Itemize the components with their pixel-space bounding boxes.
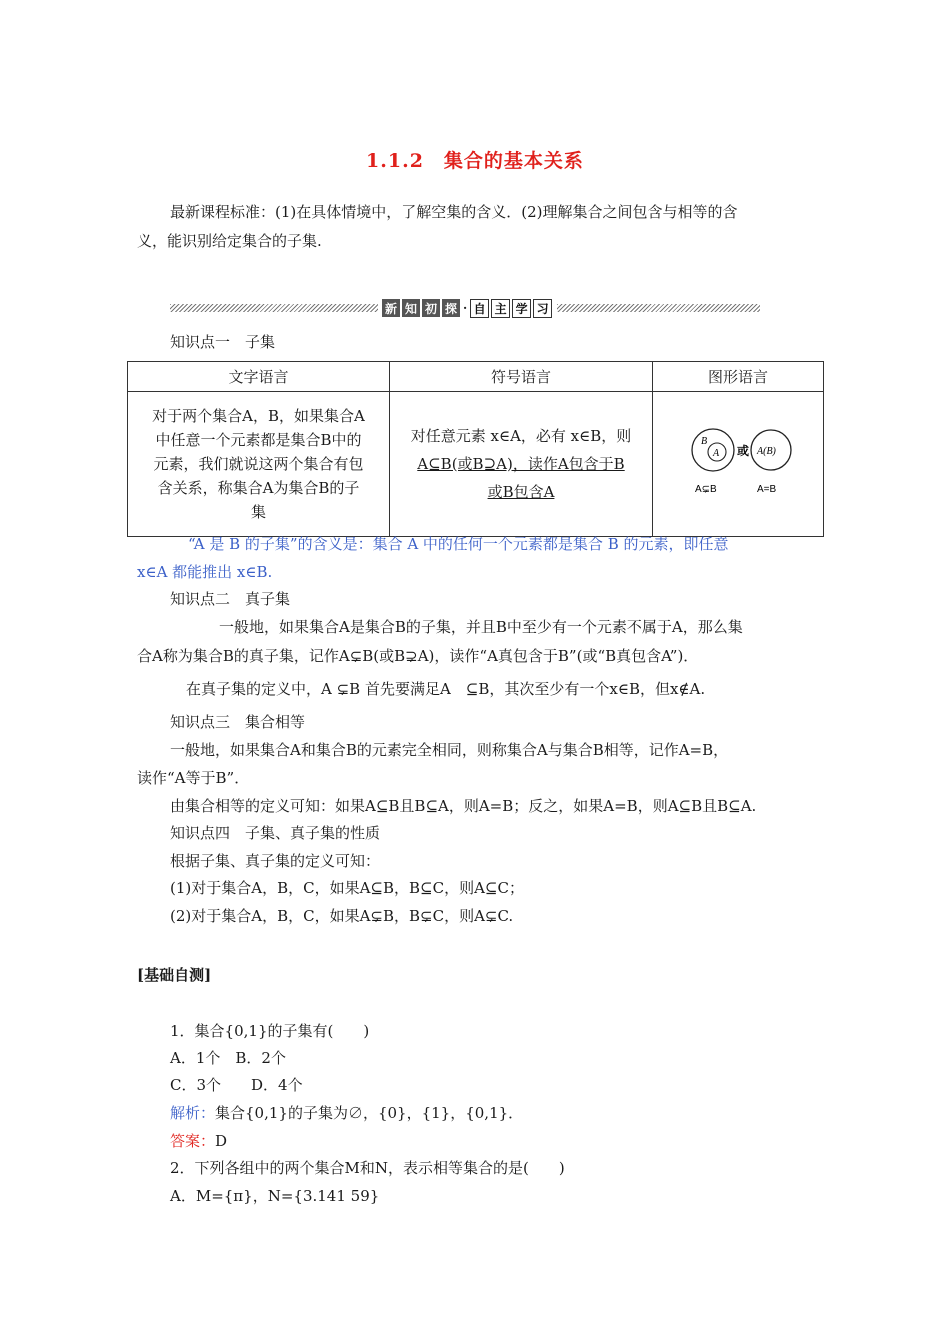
banner-char: 自 [470, 299, 489, 318]
banner-char: 知 [402, 299, 420, 317]
proper-subset-line-1: 一般地，如果集合A是集合B的子集，并且B中至少有一个元素不属于A，那么集 [219, 618, 743, 636]
banner-char: 探 [442, 299, 460, 317]
venn-inner-label: A [713, 448, 720, 459]
table-text-line: 元素，我们就说这两个集合有包 [153, 455, 364, 473]
self-test-heading: [基础自测] [137, 966, 212, 984]
banner-dot: · [463, 301, 468, 315]
table-header-symbol-language: 符号语言 [390, 362, 653, 392]
knowledge-point-3-heading: 知识点三 集合相等 [170, 713, 306, 731]
venn-caption-left: A⊊B [695, 484, 717, 495]
knowledge-point-1-heading: 知识点一 子集 [170, 333, 276, 351]
venn-or-label: 或 [737, 444, 750, 458]
venn-equal-label: A(B) [757, 446, 776, 457]
set-equality-line-2: 读作“A等于B”． [137, 769, 250, 787]
analysis-text: 集合{0,1}的子集为∅，{0}，{1}，{0,1}． [215, 1104, 524, 1122]
banner-char: 初 [422, 299, 440, 317]
venn-outer-label: B [701, 436, 708, 447]
question-2-option-a: A．M={π}，N={3.141 59} [170, 1187, 380, 1205]
course-standard-line-1: 最新课程标准：(1)在具体情境中，了解空集的含义．(2)理解集合之间包含与相等的含 [170, 203, 738, 221]
properties-intro: 根据子集、真子集的定义可知： [170, 852, 381, 870]
answer-label: 答案： [170, 1132, 216, 1150]
question-1: 1．集合{0,1}的子集有( ) [170, 1022, 370, 1040]
table-symbol-line: 或B包含A [487, 483, 555, 501]
table-header-graphic-language: 图形语言 [653, 362, 824, 392]
proper-subset-note: 在真子集的定义中，A ⊊B 首先要满足A ⊆B，其次至少有一个x∈B，但x∉A. [186, 680, 706, 698]
table-symbol-line: 对任意元素 x∈A，必有 x∈B，则 [410, 427, 632, 445]
question-1-answer [170, 1130, 227, 1152]
set-equality-line-1: 一般地，如果集合A和集合B的元素完全相同，则称集合A与集合B相等，记作A=B， [170, 741, 729, 759]
banner-hatch-left [170, 304, 378, 312]
banner-hatch-right [557, 304, 760, 312]
banner-char: 习 [533, 299, 552, 318]
table-text-line: 中任意一个元素都是集合B中的 [155, 431, 362, 449]
table-header-text-language: 文字语言 [128, 362, 390, 392]
banner-char: 主 [491, 299, 510, 318]
page-title: 1.1.2 集合的基本关系 [366, 150, 584, 172]
knowledge-point-2-heading: 知识点二 真子集 [170, 590, 291, 608]
subset-table [127, 361, 824, 537]
table-cell-symbol-language [390, 392, 653, 537]
table-cell-text-language [128, 392, 390, 537]
table-text-line: 集 [250, 503, 266, 521]
subset-note-line-2: x∈A 都能推出 x∈B. [137, 563, 273, 581]
question-1-options-cd: C．3个 D．4个 [170, 1076, 303, 1094]
question-2: 2．下列各组中的两个集合M和N，表示相等集合的是( ) [170, 1159, 565, 1177]
subset-note-line-1: “A 是 B 的子集”的含义是：集合 A 中的任何一个元素都是集合 B 的元素，即任意 [188, 535, 729, 553]
course-standard-line-2: 义，能识别给定集合的子集. [137, 232, 322, 250]
table-cell-graphic-language [653, 392, 824, 537]
property-item-2: (2)对于集合A，B，C，如果A⊊B，B⊊C，则A⊊C. [170, 907, 514, 925]
table-text-line: 含关系，称集合A为集合B的子 [157, 479, 360, 497]
table-symbol-line: A⊆B(或B⊇A)，读作A包含于B [417, 455, 625, 473]
property-item-1: (1)对于集合A，B，C，如果A⊆B，B⊆C，则A⊆C； [170, 879, 524, 897]
banner-char: 新 [382, 299, 400, 317]
question-1-analysis [170, 1102, 523, 1124]
answer-text: D [215, 1132, 228, 1150]
section-banner [170, 298, 760, 318]
proper-subset-line-2: 合A称为集合B的真子集，记作A⊊B(或B⊋A)，读作“A真包含于B”(或“B真包含A”)． [137, 647, 699, 665]
subset-venn-diagram [653, 392, 823, 532]
set-equality-line-3: 由集合相等的定义可知：如果A⊆B且B⊆A，则A=B；反之，如果A=B，则A⊆B且B⊆A. [170, 797, 757, 815]
analysis-label: 解析： [170, 1104, 216, 1122]
question-1-options-ab: A．1个 B．2个 [170, 1049, 286, 1067]
knowledge-point-4-heading: 知识点四 子集、真子集的性质 [170, 824, 381, 842]
venn-caption-right: A=B [757, 484, 777, 495]
banner-label [382, 298, 552, 318]
banner-char: 学 [512, 299, 531, 318]
table-text-line: 对于两个集合A，B，如果集合A [152, 407, 365, 425]
